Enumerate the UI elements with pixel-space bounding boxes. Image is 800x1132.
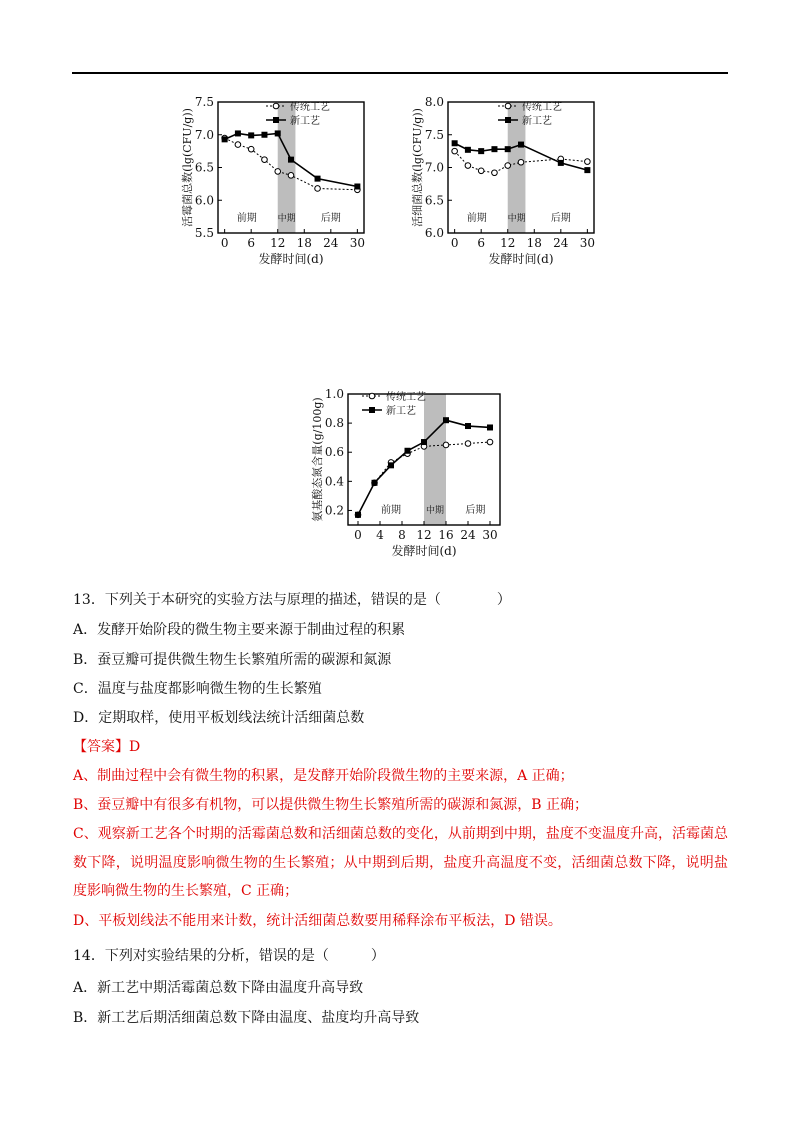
amino-nitrogen-chart [310, 382, 510, 567]
y-tick-label: 7.5 [194, 95, 214, 109]
phase-label-early: 前期 [236, 213, 257, 224]
traditional-point [465, 163, 471, 169]
new-point [261, 132, 267, 138]
x-tick-label: 6 [477, 236, 486, 250]
new-point [443, 417, 449, 423]
legend-marker-new [273, 117, 279, 123]
legend-label-traditional: 传统工艺 [290, 102, 330, 113]
question-14-stem: 14．下列对实验结果的分析，错误的是（ ） [73, 948, 385, 964]
phase-label-late: 后期 [320, 213, 341, 224]
y-tick-label: 0.2 [324, 503, 344, 518]
y-axis-title: 活细菌总数(lg(CFU/g)) [411, 108, 424, 227]
y-tick-label: 5.5 [194, 226, 214, 240]
x-tick-label: 8 [398, 528, 406, 542]
new-point [288, 157, 294, 163]
legend-label-new: 新工艺 [522, 116, 552, 127]
traditional-point [288, 173, 294, 179]
x-axis-title: 发酵时间(d) [258, 252, 324, 266]
answer-explanation-a: A、制曲过程中会有微生物的积累，是发酵开始阶段微生物的主要来源，A 正确； [73, 768, 574, 784]
y-tick-label: 6.0 [194, 193, 214, 208]
x-axis-title: 发酵时间(d) [488, 252, 554, 266]
y-tick-label: 0.8 [324, 416, 344, 431]
question-13-option-c: C．温度与盐度都影响微生物的生长繁殖 [73, 681, 322, 697]
y-tick-label: 0.4 [324, 474, 344, 489]
x-tick-label: 6 [247, 236, 256, 250]
x-tick-label: 0 [354, 528, 362, 542]
x-tick-label: 24 [323, 236, 339, 250]
y-tick-label: 8.0 [424, 95, 444, 109]
y-axis-title: 氨基酸态氮含量(g/100g) [311, 397, 324, 522]
legend-label-new: 新工艺 [290, 116, 320, 127]
new-point [315, 176, 321, 182]
new-point [452, 140, 458, 146]
answer-explanation-c: C、观察新工艺各个时期的活霉菌总数和活细菌总数的变化，从前期到中期，盐度不变温度升高，活霉菌总数下降，说明温度影响微生物的生长繁殖；从中期到后期，盐度升高温度不变，活细菌总数下降，说明盐度影响微生物的生长繁殖，C 正确； [73, 826, 728, 899]
y-tick-label: 6.5 [194, 160, 214, 175]
x-tick-label: 30 [579, 236, 596, 250]
question-13-option-b: B．蚕豆瓣可提供微生物生长繁殖所需的碳源和氮源 [73, 652, 392, 668]
new-point [465, 147, 471, 153]
question-13-option-d: D．定期取样，使用平板划线法统计活细菌总数 [73, 710, 365, 726]
y-tick-label: 6.0 [424, 226, 444, 240]
legend-label-traditional: 传统工艺 [386, 392, 426, 403]
header-rule [72, 72, 728, 74]
new-point [235, 130, 241, 136]
traditional-point [315, 186, 321, 192]
traditional-point [452, 148, 458, 154]
traditional-point [585, 159, 591, 165]
y-tick-label: 7.5 [424, 127, 444, 142]
x-tick-label: 18 [296, 236, 312, 250]
new-point [405, 448, 411, 454]
x-tick-label: 12 [500, 236, 516, 250]
x-tick-label: 16 [438, 528, 454, 542]
phase-label-early: 前期 [466, 213, 487, 224]
x-tick-label: 24 [553, 236, 569, 250]
traditional-point [518, 159, 524, 165]
new-point [248, 132, 254, 138]
new-point [372, 480, 378, 486]
legend-label-new: 新工艺 [386, 406, 416, 417]
traditional-point [492, 170, 498, 176]
y-tick-label: 7.0 [424, 160, 444, 175]
x-tick-label: 12 [270, 236, 286, 250]
new-point [505, 146, 511, 152]
y-tick-label: 7.0 [194, 127, 214, 142]
x-tick-label: 4 [376, 528, 384, 542]
answer-explanation-b: B、蚕豆瓣中有很多有机物，可以提供微生物生长繁殖所需的碳源和氮源，B 正确； [73, 797, 589, 813]
traditional-point [505, 163, 511, 169]
traditional-point [235, 142, 241, 148]
y-tick-label: 0.6 [324, 445, 344, 460]
x-tick-label: 12 [416, 528, 432, 542]
new-point [465, 423, 471, 429]
mold-count-chart [180, 90, 380, 275]
x-tick-label: 18 [526, 236, 542, 250]
traditional-point [248, 146, 254, 152]
y-tick-label: 6.5 [424, 193, 444, 208]
new-point [491, 146, 497, 152]
phase-label-late: 后期 [550, 213, 571, 224]
new-point [355, 512, 361, 518]
new-point [478, 148, 484, 154]
legend-marker-traditional [369, 393, 375, 399]
phase-label-middle: 中期 [277, 214, 296, 224]
legend-label-traditional: 传统工艺 [522, 102, 562, 113]
new-point [222, 136, 228, 142]
question-13-option-a: A．发酵开始阶段的微生物主要来源于制曲过程的积累 [73, 622, 406, 638]
answer-label: 【答案】D [73, 739, 141, 755]
y-tick-label: 1.0 [324, 387, 344, 401]
new-point [388, 462, 394, 468]
legend-marker-traditional [505, 103, 511, 109]
legend-marker-new [369, 407, 375, 413]
new-point [584, 167, 590, 173]
new-point [354, 183, 360, 189]
question-14-option-b: B．新工艺后期活细菌总数下降由温度、盐度均升高导致 [73, 1010, 420, 1026]
bacteria-count-chart [410, 90, 610, 275]
x-tick-label: 0 [220, 236, 229, 250]
legend-marker-traditional [273, 103, 279, 109]
question-13-stem: 13．下列关于本研究的实验方法与原理的描述，错误的是（ ） [73, 592, 511, 608]
phase-label-middle: 中期 [507, 214, 526, 224]
question-14-option-a: A．新工艺中期活霉菌总数下降由温度升高导致 [73, 980, 364, 996]
x-tick-label: 0 [450, 236, 459, 250]
x-tick-label: 30 [349, 236, 366, 250]
phase-label-early: 前期 [381, 505, 401, 516]
new-point [487, 424, 493, 430]
new-point [421, 439, 427, 445]
legend-marker-new [505, 117, 511, 123]
traditional-point [465, 441, 471, 447]
new-point [518, 142, 524, 148]
new-point [558, 160, 564, 166]
phase-label-late: 后期 [465, 505, 486, 516]
x-axis-title: 发酵时间(d) [391, 544, 457, 558]
answer-explanation-d: D、平板划线法不能用来计数，统计活细菌总数要用稀释涂布平板法，D 错误。 [73, 913, 562, 929]
traditional-point [275, 169, 281, 175]
phase-label-middle: 中期 [425, 506, 445, 516]
y-axis-title: 活霉菌总数(lg(CFU/g)) [181, 108, 194, 227]
x-tick-label: 24 [460, 528, 476, 542]
traditional-point [487, 439, 493, 445]
traditional-point [478, 168, 484, 174]
x-tick-label: 30 [482, 528, 498, 542]
new-point [275, 130, 281, 136]
traditional-point [262, 157, 268, 163]
traditional-point [443, 442, 449, 448]
